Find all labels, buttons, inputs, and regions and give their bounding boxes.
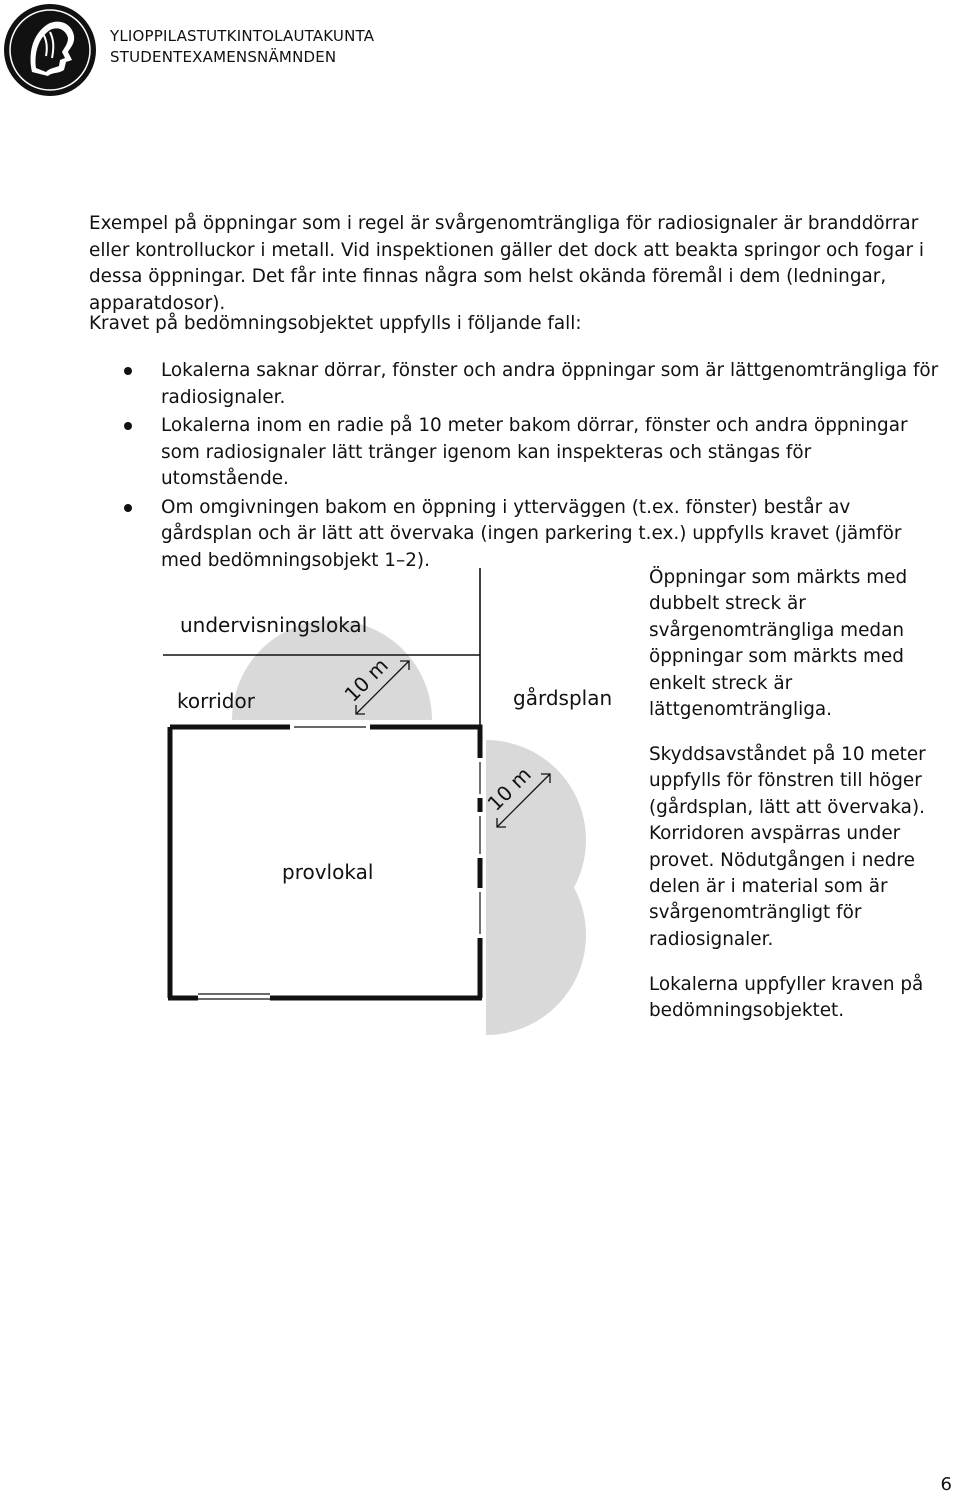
label-korridor: korridor — [177, 689, 255, 713]
label-provlokal: provlokal — [282, 860, 374, 884]
label-distance-top: 10 m — [339, 653, 393, 707]
floor-plan-diagram — [0, 555, 640, 1055]
org-name-swedish: STUDENTEXAMENSNÄMNDEN — [110, 48, 337, 66]
list-item — [120, 358, 940, 411]
bullet-icon — [124, 422, 132, 430]
requirement-paragraph: Kravet på bedömningsobjektet uppfylls i följande fall: — [89, 313, 582, 334]
list-item — [120, 413, 940, 493]
bullet-icon — [124, 367, 132, 375]
intro-paragraph: Exempel på öppningar som i regel är svårgenomträngliga för radiosignaler är branddörrar eller kontrolluckor i metall. Vid inspektionen gäller det dock att beakta springor och fogar i dessa öppningar. Det får inte finnas några som helst okända föremål i dem (ledningar, apparatdosor). — [89, 213, 925, 314]
note-conclusion: Lokalerna uppfyller kraven på bedömningsobjektet. — [649, 974, 924, 1022]
list-item-text: Om omgivningen bakom en öppning i ytterväggen (t.ex. fönster) består av gårdsplan och är lätt att övervaka (ingen parkering t.ex.) uppfylls kravet (jämför med bedömningsobjekt 1–2). — [161, 496, 902, 571]
list-item-text: Lokalerna saknar dörrar, fönster och andra öppningar som är lättgenomträngliga för radiosignaler. — [161, 360, 939, 408]
organization-name — [110, 26, 374, 68]
wall-exam-room-top-right — [370, 727, 480, 758]
requirement-list — [120, 358, 940, 576]
athena-helmet-logo — [2, 2, 98, 98]
label-distance-right: 10 m — [482, 762, 536, 816]
bullet-icon — [124, 504, 132, 512]
org-name-finnish: YLIOPPILASTUTKINTOLAUTAKUNTA — [110, 27, 375, 45]
note-opening-markings: Öppningar som märkts med dubbelt streck är svårgenomträngliga medan öppningar som märkts med enkelt streck är lättgenomträngliga. — [649, 567, 908, 721]
page-number: 6 — [940, 1474, 952, 1495]
label-gardsplan: gårdsplan — [513, 686, 613, 710]
list-item-text: Lokalerna inom en radie på 10 meter bakom dörrar, fönster och andra öppningar som radiosignaler lätt tränger igenom kan inspekteras och stängas för utomstående. — [161, 415, 908, 489]
note-safety-distance: Skyddsavståndet på 10 meter uppfylls för fönstren till höger (gårdsplan, lätt att övervaka). Korridoren avspärras under provet. Nödutgången i nedre delen är i material som är svårgenomträngligt för radiosignaler. — [649, 744, 926, 950]
label-undervisningslokal: undervisningslokal — [180, 613, 368, 637]
